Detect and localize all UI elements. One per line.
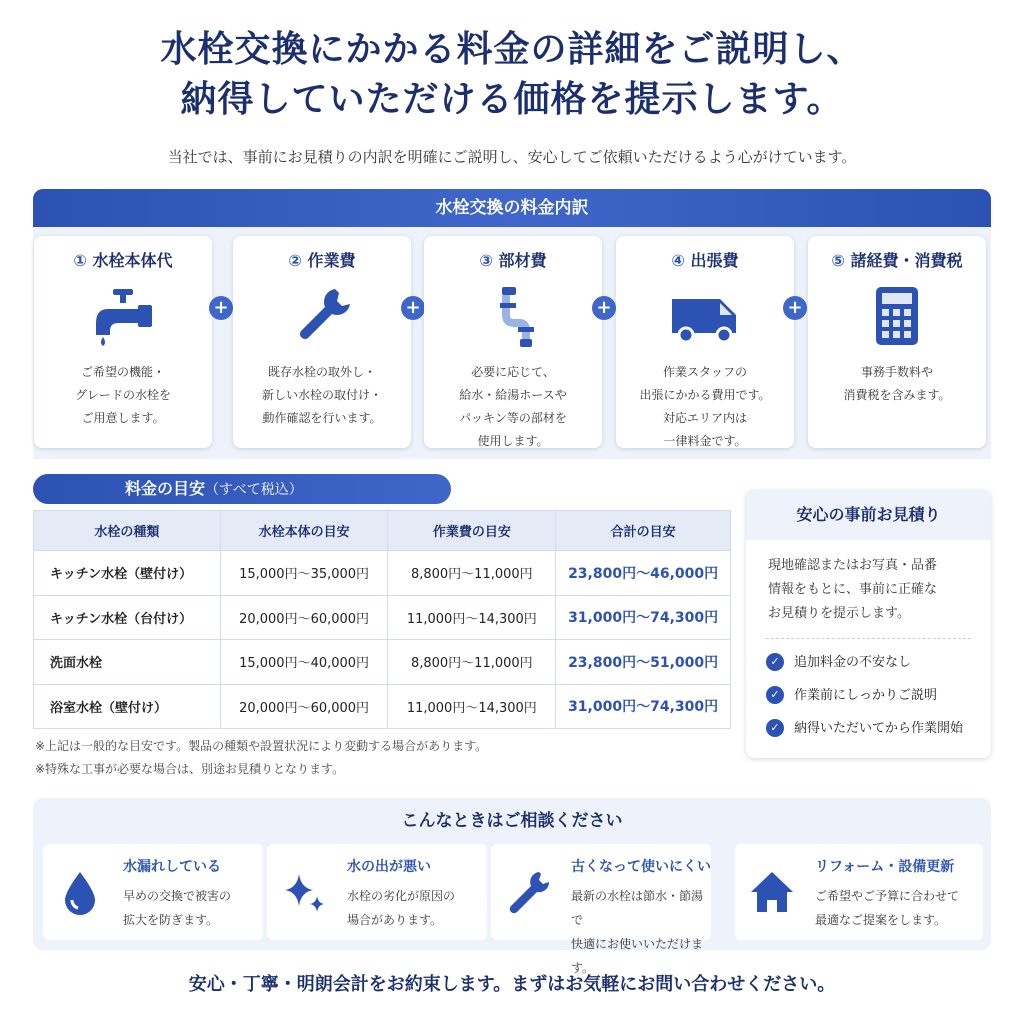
column-header: 水栓本体の目安 (220, 511, 388, 551)
check-item: ✓ 作業前にしっかりご説明 (766, 686, 991, 719)
check-item: ✓ 追加料金の不安なし (766, 653, 991, 686)
table-cell: 11,000円〜14,300円 (388, 684, 556, 729)
consult-card-flow (267, 844, 487, 940)
price-title: 料金の目安 (125, 479, 206, 498)
card-number: ④ (671, 251, 685, 270)
table-cell: 浴室水栓（壁付け） (34, 684, 221, 729)
card-description: 既存水栓の取外し・ 新しい水栓の取付け・ 動作確認を行います。 (261, 365, 382, 425)
consult-card-old (491, 844, 711, 975)
table-cell: 洗面水栓 (34, 640, 221, 685)
card-number: ⑤ (831, 251, 845, 270)
table-row (34, 640, 731, 685)
check-icon: ✓ (766, 653, 784, 671)
breakdown-card-parts (424, 236, 602, 448)
lead-text: 当社では、事前にお見積りの内訳を明確にご説明し、安心してご依頼いただけるよう心がけています。 (167, 148, 857, 166)
wrench-icon (287, 285, 357, 349)
table-cell: 23,800円〜46,000円 (556, 551, 731, 596)
table-cell: 31,000円〜74,300円 (556, 595, 731, 640)
check-item: ✓ 納得いただいてから作業開始 (766, 719, 991, 752)
van-icon (670, 285, 740, 349)
card-description: ご希望の機能・ グレードの水栓を ご用意します。 (74, 365, 171, 425)
footer-message: 安心・丁寧・明朗会計をお約束します。まずはお気軽にお問い合わせください。 (188, 974, 836, 995)
consult-card-description: ご希望やご予算に合わせて 最適なご提案をします。 (815, 889, 960, 927)
price-table (33, 510, 731, 729)
check-list (746, 639, 991, 752)
table-cell: キッチン水栓（壁付け） (34, 551, 221, 596)
card-description: 必要に応じて、 給水・給湯ホースや パッキン等の部材を 使用します。 (459, 365, 567, 448)
table-cell: 8,800円〜11,000円 (388, 640, 556, 685)
table-cell: 8,800円〜11,000円 (388, 551, 556, 596)
estimate-title: 安心の事前お見積り (746, 490, 991, 540)
consult-card-title: 水漏れしている (123, 859, 221, 875)
card-title: 諸経費・消費税 (850, 251, 963, 270)
pipe-icon (478, 285, 548, 349)
wrench-icon (505, 868, 551, 916)
column-header: 合計の目安 (556, 511, 731, 551)
consult-title: こんなときはご相談ください (401, 811, 623, 831)
column-header: 作業費の目安 (388, 511, 556, 551)
card-title: 水栓本体代 (92, 251, 173, 270)
table-header-row (34, 511, 731, 551)
consult-card-description: 水栓の劣化が原因の 場合があります。 (347, 889, 456, 927)
breakdown-card-travel (616, 236, 794, 448)
consult-card-title: リフォーム・設備更新 (815, 859, 955, 875)
card-description: 作業スタッフの 出張にかかる費用です。 対応エリア内は 一律料金です。 (639, 365, 771, 448)
card-title: 部材費 (498, 251, 547, 270)
card-number: ① (73, 251, 87, 270)
table-row (34, 684, 731, 729)
price-subtitle: （すべて税込） (205, 482, 303, 498)
price-table-title (33, 474, 451, 504)
table-cell: 15,000円〜40,000円 (220, 640, 388, 685)
price-note: ※上記は一般的な目安です。製品の種類や設置状況により変動する場合があります。 (35, 739, 488, 753)
table-cell: 20,000円〜60,000円 (220, 595, 388, 640)
plus-icon: + (592, 296, 616, 320)
sparkle-icon (281, 868, 327, 916)
consult-card-title: 水の出が悪い (347, 859, 431, 875)
consult-card-description: 最新の水栓は節水・節湯で 快適にお使いいただけます。 (571, 889, 704, 975)
table-row (34, 595, 731, 640)
price-note: ※特殊な工事が必要な場合は、別途お見積りとなります。 (35, 762, 345, 776)
table-row (34, 551, 731, 596)
table-cell: 23,800円〜51,000円 (556, 640, 731, 685)
water-drop-icon (57, 868, 103, 916)
card-number: ③ (479, 251, 493, 270)
consult-card-description: 早めの交換で被害の 拡大を防ぎます。 (123, 889, 232, 927)
breakdown-title: 水栓交換の料金内訳 (33, 189, 991, 227)
card-number: ② (288, 251, 302, 270)
check-icon: ✓ (766, 719, 784, 737)
plus-icon: + (401, 296, 425, 320)
house-icon (749, 868, 795, 916)
table-cell: キッチン水栓（台付け） (34, 595, 221, 640)
card-title: 作業費 (307, 251, 356, 270)
estimate-box (746, 490, 991, 758)
estimate-description: 現地確認またはお写真・品番 情報をもとに、事前に正確な お見積りを提示します。 (768, 558, 938, 621)
headline-line-1: 水栓交換にかかる料金の詳細をご説明し、 (160, 28, 864, 70)
check-icon: ✓ (766, 686, 784, 704)
plus-icon: + (209, 296, 233, 320)
breakdown-card-fees (808, 236, 986, 448)
table-cell: 31,000円〜74,300円 (556, 684, 731, 729)
faucet-icon (88, 285, 158, 349)
table-cell: 20,000円〜60,000円 (220, 684, 388, 729)
consult-card-reform (735, 844, 983, 940)
column-header: 水栓の種類 (34, 511, 221, 551)
plus-icon: + (783, 296, 807, 320)
breakdown-card-labor (233, 236, 411, 448)
consult-card-leak (43, 844, 263, 940)
table-cell: 15,000円〜35,000円 (220, 551, 388, 596)
table-cell: 11,000円〜14,300円 (388, 595, 556, 640)
calculator-icon (862, 285, 932, 349)
breakdown-card-body (34, 236, 212, 448)
consult-card-title: 古くなって使いにくい (571, 859, 711, 875)
card-title: 出張費 (690, 251, 739, 270)
page-headline (0, 24, 1024, 124)
card-description: 事務手数料や 消費税を含みます。 (843, 365, 951, 402)
headline-line-2: 納得していただける価格を提示します。 (180, 78, 844, 120)
